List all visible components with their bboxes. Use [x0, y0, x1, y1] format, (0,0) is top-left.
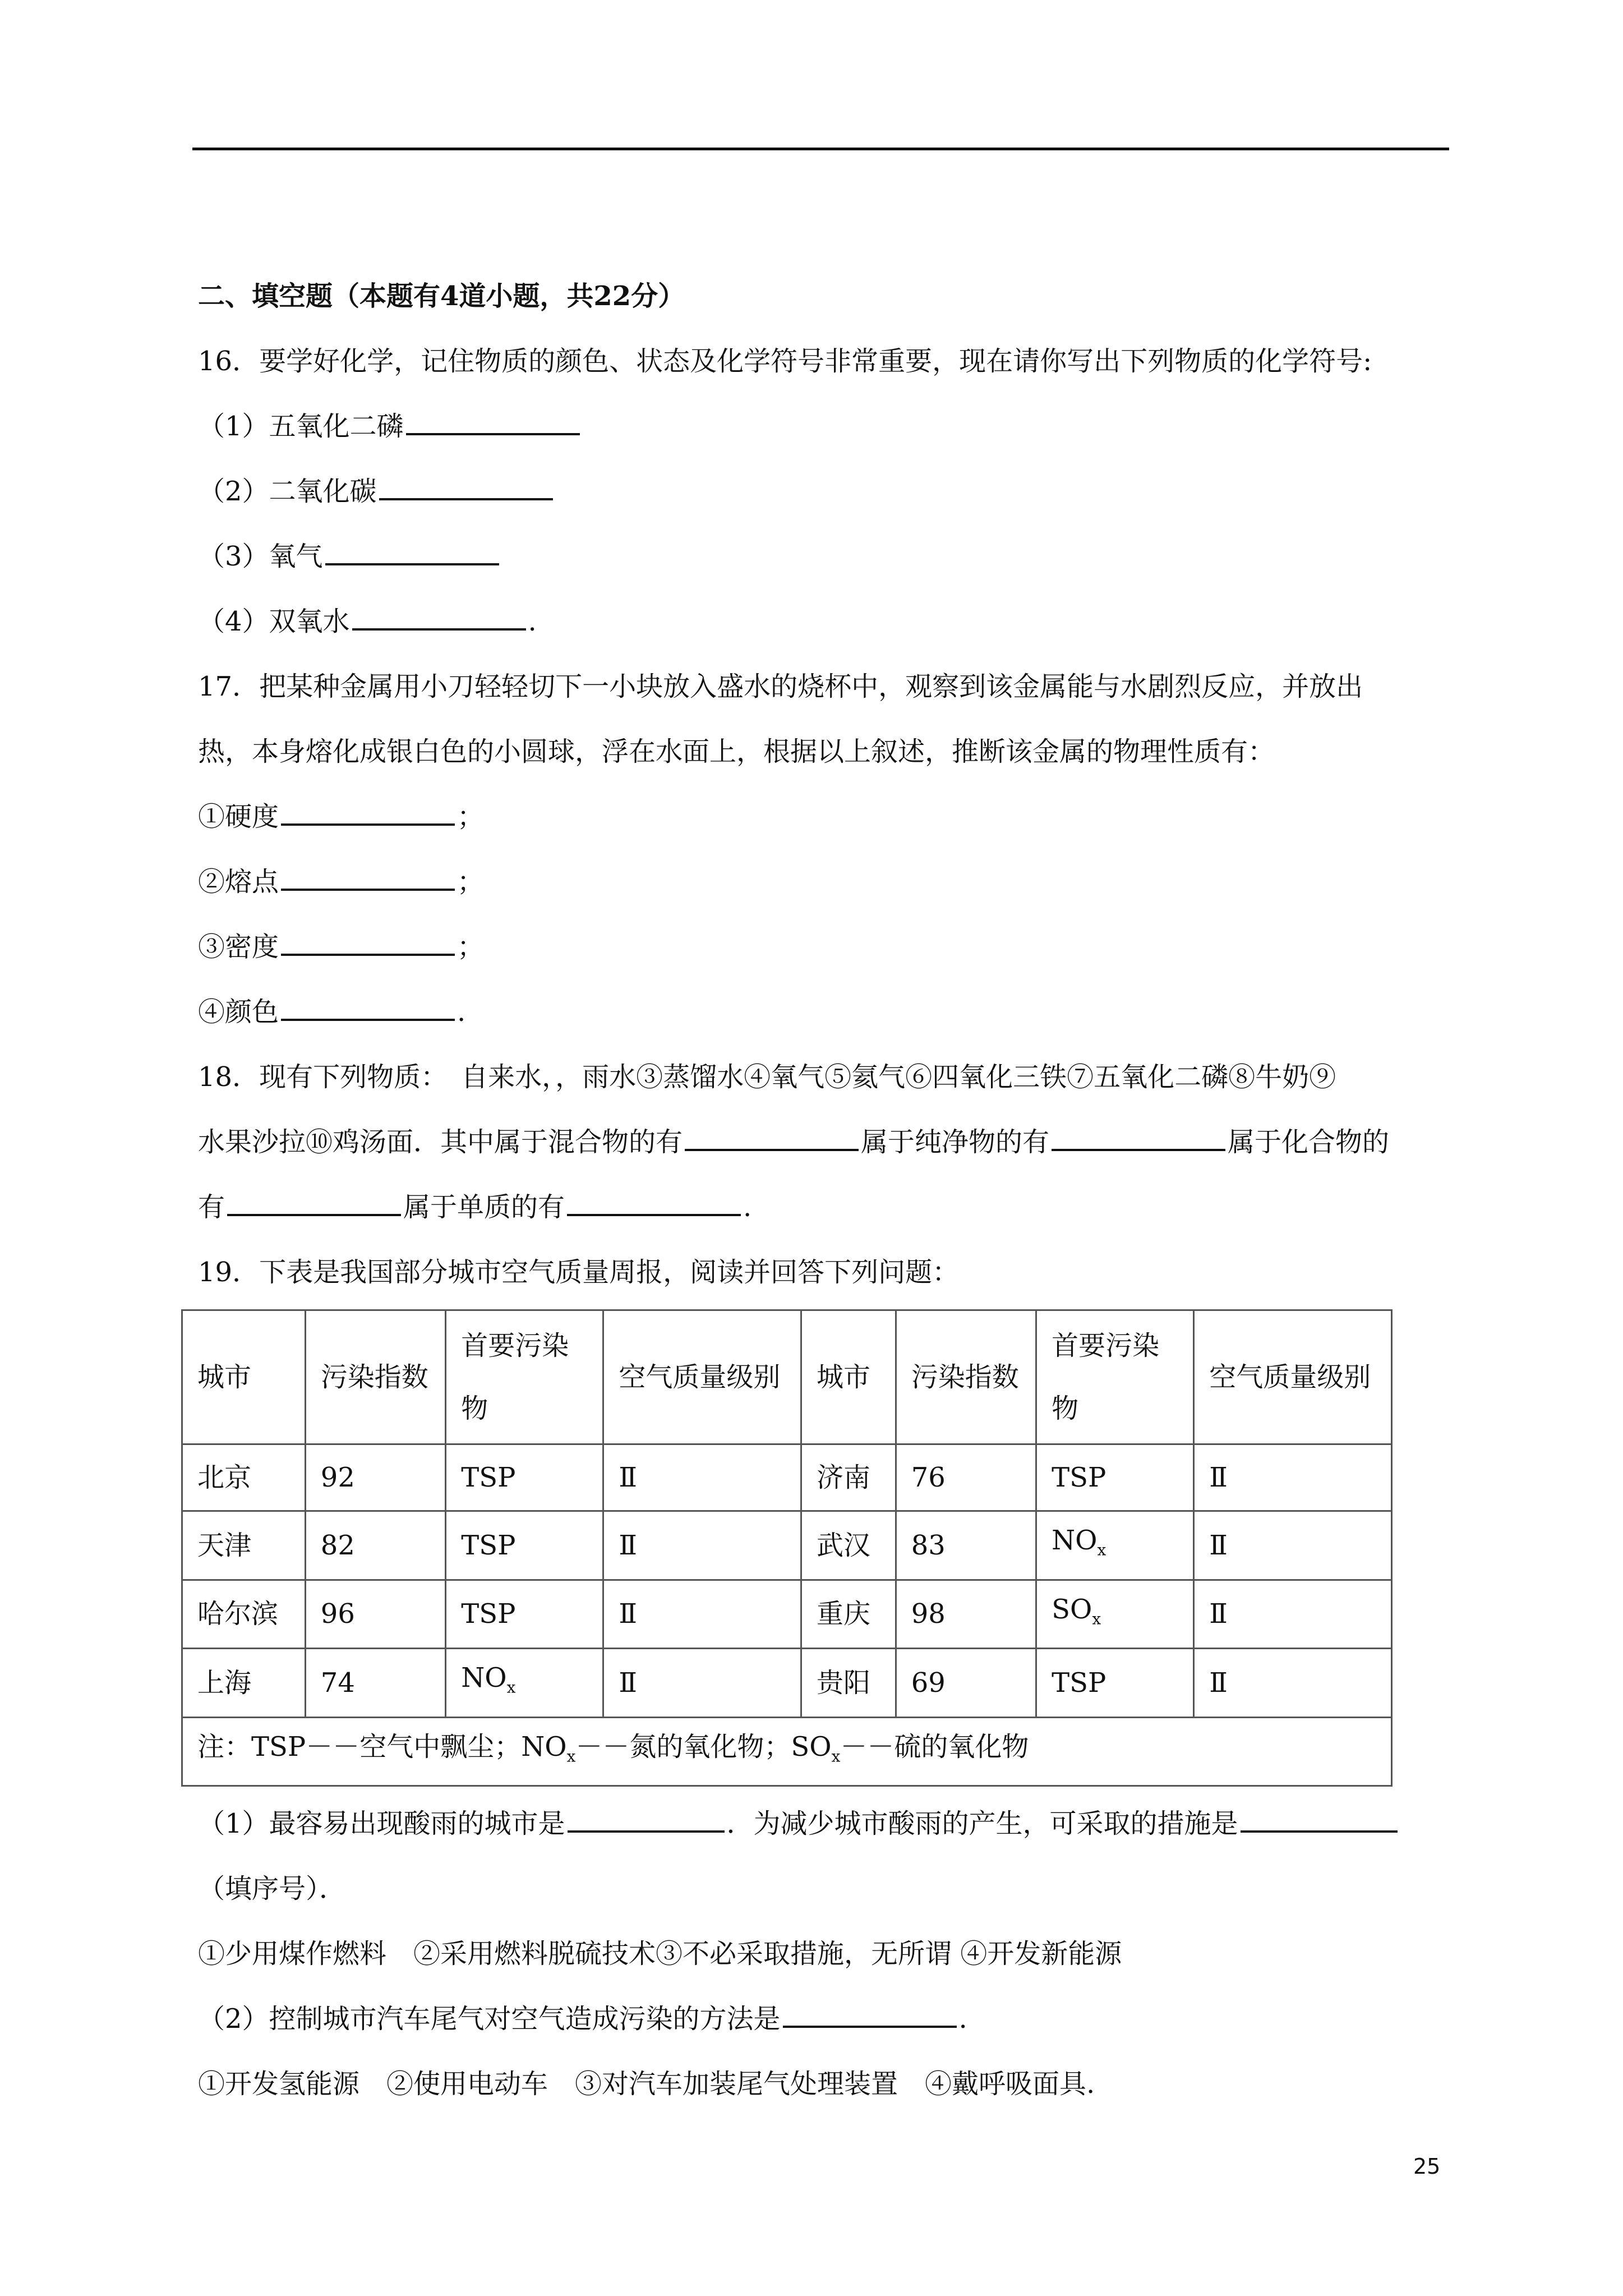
- q16-item-1: （1）五氧化二磷: [198, 394, 1449, 459]
- table-cell: 96: [305, 1580, 445, 1649]
- air-quality-table: [181, 1309, 1393, 1787]
- table-header-cell: 空气质量级别: [603, 1310, 801, 1444]
- table-row: [182, 1580, 1392, 1649]
- q17-stem-2: 热，本身熔化成银白色的小圆球，浮在水面上，根据以上叙述，推断该金属的物理性质有：: [198, 736, 1275, 767]
- table-cell: $NO_x$: [1036, 1511, 1194, 1580]
- table-note: 注：TSP－－空气中飘尘；$NO_x--$氮的氧化物；$SO_x--$硫的氧化物: [182, 1717, 1392, 1786]
- answer-blank[interactable]: [1052, 1126, 1225, 1151]
- table-cell: 济南: [801, 1444, 896, 1511]
- answer-blank[interactable]: [281, 931, 455, 956]
- q16-item-2: （2）二氧化碳: [198, 459, 1449, 524]
- section-title: 二、填空题（本题有4道小题，共22分）: [198, 280, 685, 312]
- q16-item-4: （4）双氧水 .: [198, 606, 537, 637]
- q18-line-1: 18．现有下列物质： 自来水，，雨水③蒸馏水④氧气⑤氦气⑥四氧化三铁⑦五氧化二磷⑧牛奶⑨: [198, 1061, 1336, 1093]
- answer-blank[interactable]: [685, 1126, 859, 1151]
- table-cell: 69: [896, 1649, 1036, 1718]
- q17-item-1: ①硬度 ；: [198, 801, 485, 832]
- answer-blank[interactable]: [568, 1808, 725, 1833]
- table-cell: 98: [896, 1580, 1036, 1649]
- table-header-cell: 首要污染物: [446, 1310, 603, 1444]
- table-row: [182, 1511, 1392, 1580]
- table-cell: 上海: [182, 1649, 306, 1718]
- table-cell: 重庆: [801, 1580, 896, 1649]
- table-cell: Ⅱ: [603, 1580, 801, 1649]
- table-cell: Ⅱ: [1194, 1511, 1392, 1580]
- table-header-cell: 空气质量级别: [1194, 1310, 1392, 1444]
- table-note-row: [182, 1717, 1392, 1786]
- table-cell: TSP: [446, 1580, 603, 1649]
- q17-stem-1: 17．把某种金属用小刀轻轻切下一小块放入盛水的烧杯中，观察到该金属能与水剧烈反应，并放出: [198, 671, 1363, 702]
- answer-blank[interactable]: [325, 541, 499, 565]
- q17-item-3: ③密度 ；: [198, 931, 485, 963]
- q16-stem: 16．要学好化学，记住物质的颜色、状态及化学符号非常重要，现在请你写出下列物质的化学符号:: [198, 346, 1372, 377]
- table-cell: 83: [896, 1511, 1036, 1580]
- table-cell: 武汉: [801, 1511, 896, 1580]
- answer-blank[interactable]: [227, 1191, 401, 1216]
- table-cell: Ⅱ: [1194, 1649, 1392, 1718]
- table-cell: 哈尔滨: [182, 1580, 306, 1649]
- q18-line-2: 水果沙拉⑩鸡汤面．其中属于混合物的有 属于纯净物的有 属于化合物的: [198, 1126, 1390, 1158]
- table-cell: Ⅱ: [603, 1649, 801, 1718]
- table-cell: $SO_x$: [1036, 1580, 1194, 1649]
- q17-item-2: ②熔点 ；: [198, 866, 485, 898]
- table-row: [182, 1444, 1392, 1511]
- answer-blank[interactable]: [281, 996, 455, 1021]
- table-cell: TSP: [446, 1511, 603, 1580]
- answer-blank[interactable]: [281, 866, 455, 891]
- q19-part-2: （2）控制城市汽车尾气对空气造成污染的方法是 .: [198, 2003, 967, 2035]
- table-cell: TSP: [1036, 1444, 1194, 1511]
- content: [198, 264, 1449, 2116]
- q19-part-1-options: ①少用煤作燃料 ②采用燃料脱硫技术③不必采取措施，无所谓 ④开发新能源: [198, 1938, 1122, 1970]
- table-cell: Ⅱ: [603, 1511, 801, 1580]
- q19-stem: 19．下表是我国部分城市空气质量周报，阅读并回答下列问题：: [198, 1257, 960, 1288]
- table-cell: $NO_x$: [446, 1649, 603, 1718]
- q19-part-1: （1）最容易出现酸雨的城市是 ．为减少城市酸雨的产生，可采取的措施是: [198, 1791, 1449, 1856]
- q19-part-1-cont: （填序号）．: [198, 1873, 347, 1905]
- table-header-cell: 城市: [182, 1310, 306, 1444]
- q19-part-2-options: ①开发氢能源 ②使用电动车 ③对汽车加装尾气处理装置 ④戴呼吸面具.: [198, 2068, 1095, 2100]
- answer-blank[interactable]: [406, 411, 580, 435]
- table-cell: TSP: [446, 1444, 603, 1511]
- answer-blank[interactable]: [352, 606, 526, 631]
- page-number: 25: [1413, 2154, 1441, 2179]
- table-cell: 82: [305, 1511, 445, 1580]
- table-cell: 北京: [182, 1444, 306, 1511]
- answer-blank[interactable]: [567, 1191, 741, 1216]
- q18-line-3: 有 属于单质的有 .: [198, 1191, 752, 1223]
- table-row: [182, 1649, 1392, 1718]
- table-header-cell: 污染指数: [305, 1310, 445, 1444]
- answer-blank[interactable]: [281, 801, 455, 826]
- q16-item-3: （3）氧气: [198, 524, 1449, 589]
- table-cell: 贵阳: [801, 1649, 896, 1718]
- table-cell: Ⅱ: [1194, 1444, 1392, 1511]
- table-cell: 天津: [182, 1511, 306, 1580]
- table-cell: Ⅱ: [603, 1444, 801, 1511]
- answer-blank[interactable]: [379, 476, 553, 500]
- header-rule: [192, 148, 1449, 150]
- q17-item-4: ④颜色 .: [198, 996, 466, 1028]
- table-header-cell: 污染指数: [896, 1310, 1036, 1444]
- table-header-cell: 城市: [801, 1310, 896, 1444]
- table-header-cell: 首要污染物: [1036, 1310, 1194, 1444]
- table-cell: 76: [896, 1444, 1036, 1511]
- answer-blank[interactable]: [783, 2003, 957, 2028]
- table-cell: Ⅱ: [1194, 1580, 1392, 1649]
- table-cell: TSP: [1036, 1649, 1194, 1718]
- answer-blank[interactable]: [1241, 1808, 1398, 1833]
- table-cell: 74: [305, 1649, 445, 1718]
- table-cell: 92: [305, 1444, 445, 1511]
- table-header-row: [182, 1310, 1392, 1444]
